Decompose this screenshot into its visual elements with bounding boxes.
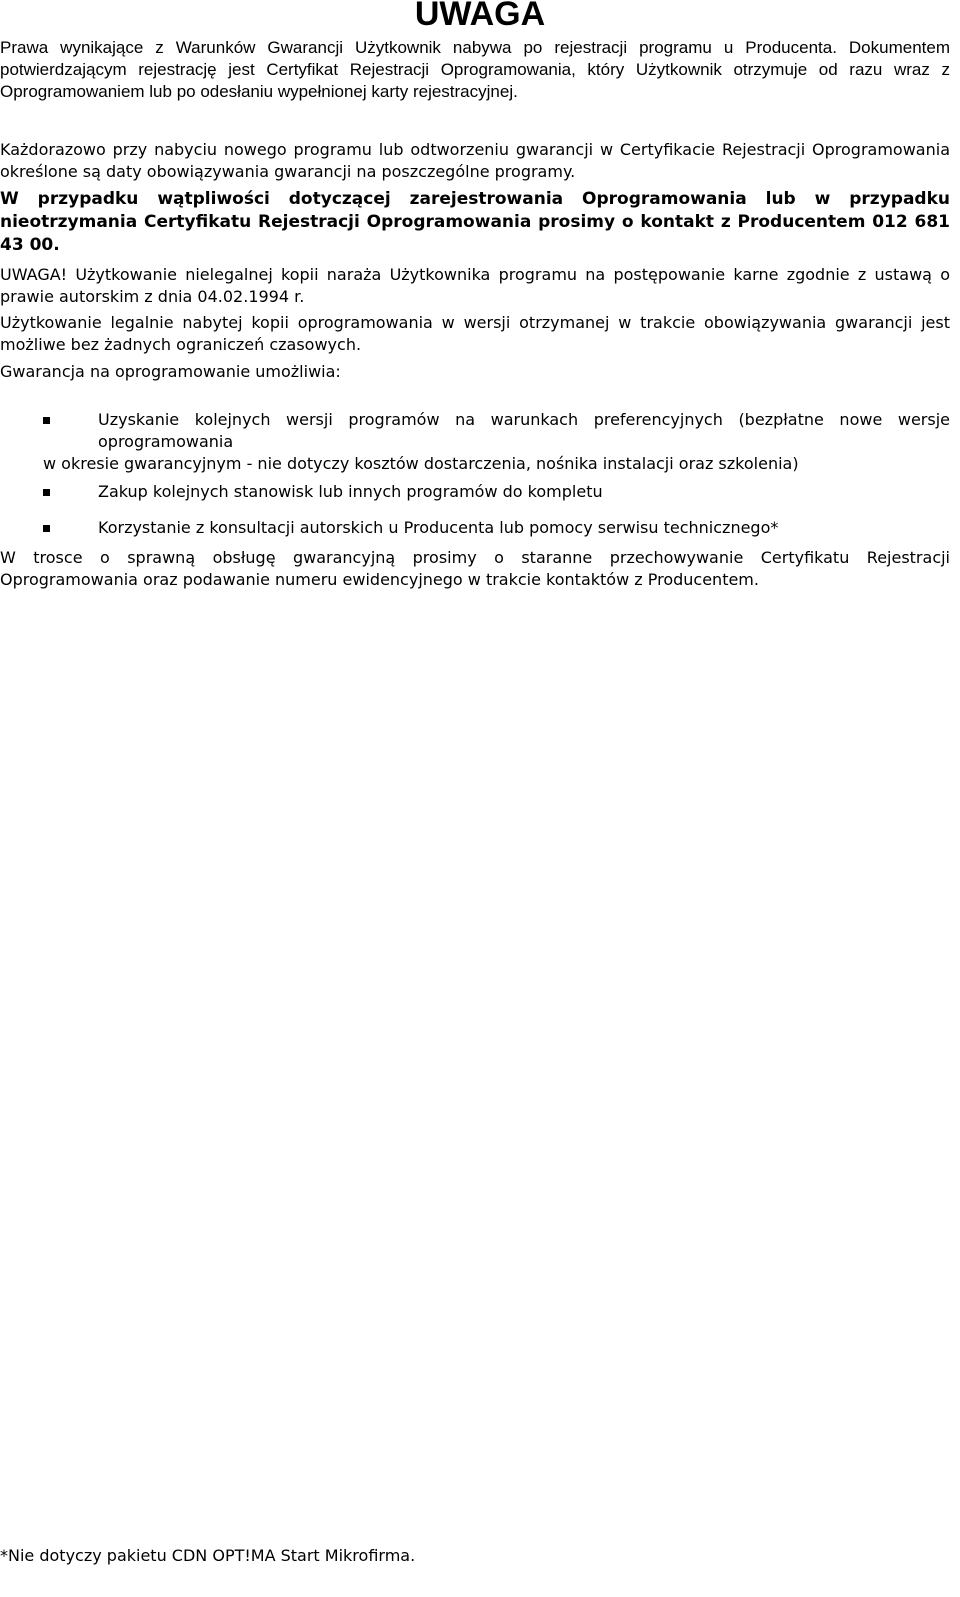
- square-bullet-icon: [43, 525, 50, 532]
- list-item-text: Uzyskanie kolejnych wersji programów na warunkach preferencyjnych (bezpłatne nowe wersje oprogramowania: [98, 410, 950, 451]
- illegal-copy-warning-paragraph: UWAGA! Użytkowanie nielegalnej kopii naraża Użytkownika programu na postępowanie karne zgodnie z ustawą o prawie autorskim z dnia 04.02.1994 r.: [0, 265, 950, 306]
- footnote: *Nie dotyczy pakietu CDN OPT!MA Start Mikrofirma.: [0, 1546, 416, 1565]
- legal-usage-paragraph: Użytkowanie legalnie nabytej kopii oprogramowania w wersji otrzymanej w trakcie obowiązywania gwarancji jest możliwe bez żadnych ograniczeń czasowych.: [0, 313, 950, 354]
- registration-paragraph: Prawa wynikające z Warunków Gwarancji Użytkownik nabywa po rejestracji programu u Producenta. Dokumentem potwierdzającym rejestrację jest Certyfikat Rejestracji Oprogramowania, który Użytkownik otrzymuje od razu wraz z Oprogramowaniem lub po odesłaniu wypełnionej karty rejestracyjnej.: [0, 38, 950, 101]
- contact-paragraph: W przypadku wątpliwości dotyczącej zarejestrowania Oprogramowania lub w przypadku nieotrzymania Certyfikatu Rejestracji Oprogramowania prosimy o kontakt z Producentem 012 681 43 00.: [0, 189, 950, 255]
- square-bullet-icon: [43, 489, 50, 496]
- closing-paragraph: W trosce o sprawną obsługę gwarancyjną prosimy o staranne przechowywanie Certyfikatu Rejestracji Oprogramowania oraz podawanie numeru ewidencyjnego w trakcie kontaktów z Producentem.: [0, 548, 950, 589]
- list-item-continuation: w okresie gwarancyjnym - nie dotyczy kosztów dostarczenia, nośnika instalacji oraz szkolenia): [43, 454, 799, 473]
- page-title: UWAGA: [414, 0, 546, 33]
- warranty-dates-paragraph: Każdorazowo przy nabyciu nowego programu lub odtworzeniu gwarancji w Certyfikacie Rejestracji Oprogramowania określone są daty obowiązywania gwarancji na poszczególne programy.: [0, 140, 950, 181]
- list-item: [0, 517, 950, 539]
- list-item: [0, 481, 950, 503]
- warranty-benefits-intro: Gwarancja na oprogramowanie umożliwia:: [0, 362, 341, 381]
- list-item-text: Zakup kolejnych stanowisk lub innych programów do kompletu: [98, 482, 603, 501]
- list-item-text: Korzystanie z konsultacji autorskich u Producenta lub pomocy serwisu technicznego*: [98, 518, 779, 537]
- square-bullet-icon: [43, 417, 50, 424]
- list-item: [0, 409, 950, 475]
